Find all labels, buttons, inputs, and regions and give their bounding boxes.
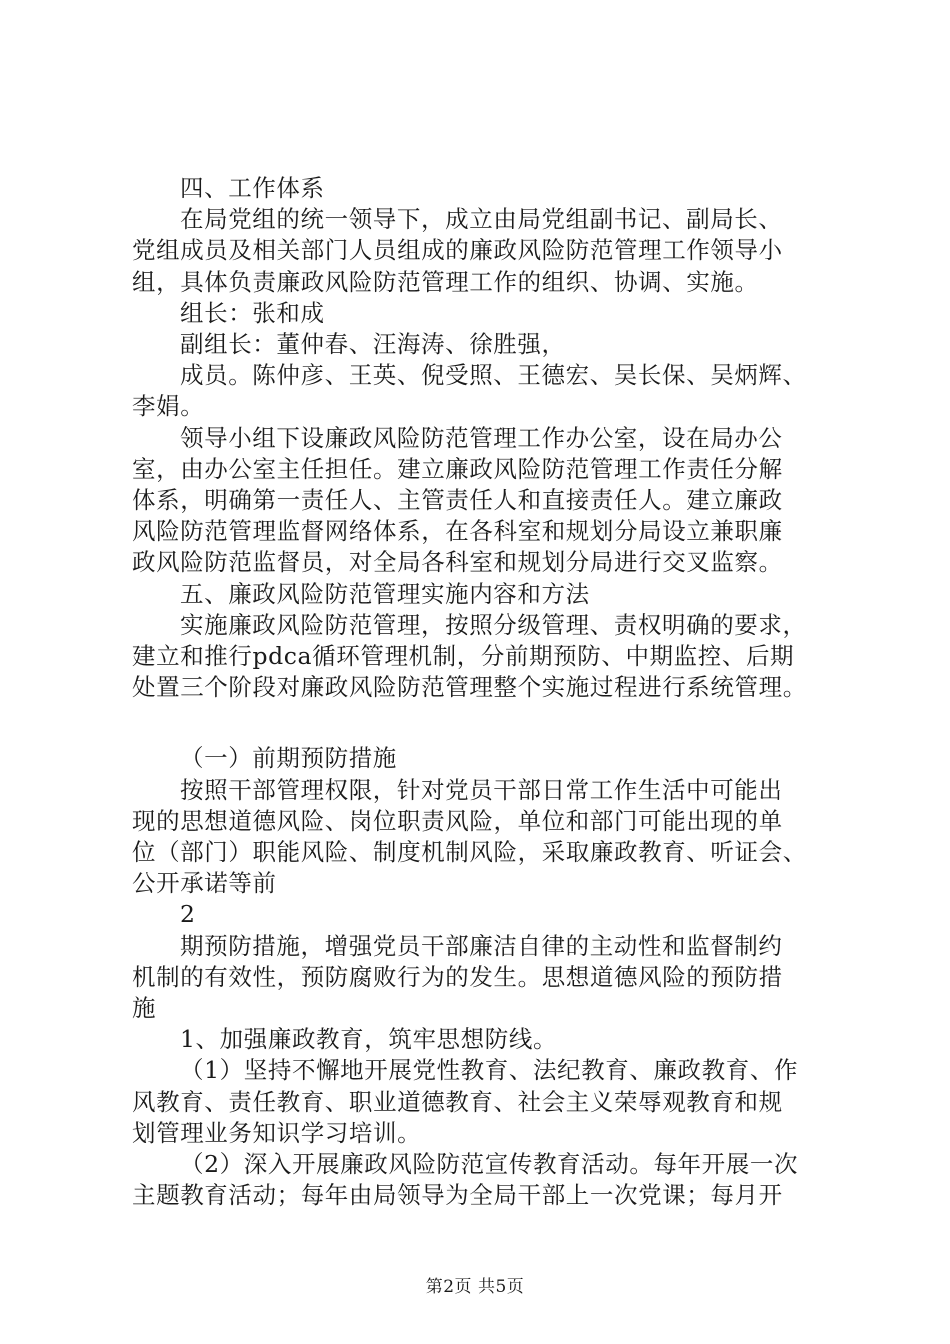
paragraph-line: 建立和推行pdca循环管理机制，分前期预防、中期监控、后期 bbox=[132, 642, 795, 671]
paragraph-line: 政风险防范监督员，对全局各科室和规划分局进行交叉监察。 bbox=[132, 548, 783, 577]
section-heading: 四、工作体系 bbox=[180, 174, 325, 202]
paragraph-line: 在局党组的统一领导下，成立由局党组副书记、副局长、 bbox=[180, 205, 783, 234]
paragraph-line: 主题教育活动；每年由局领导为全局干部上一次党课；每月开 bbox=[132, 1181, 783, 1210]
paragraph-line: （2）深入开展廉政风险防范宣传教育活动。每年开展一次 bbox=[180, 1150, 799, 1179]
paragraph-line: 体系，明确第一责任人、主管责任人和直接责任人。建立廉政 bbox=[132, 486, 783, 515]
paragraph-line: （1）坚持不懈地开展党性教育、法纪教育、廉政教育、作 bbox=[180, 1056, 799, 1085]
paragraph-line: 施 bbox=[132, 994, 157, 1023]
paragraph-line: 现的思想道德风险、岗位职责风险，单位和部门可能出现的单 bbox=[132, 806, 783, 835]
paragraph-line: 成员。陈仲彦、王英、倪受照、王德宏、吴长保、吴炳辉、 bbox=[180, 361, 807, 390]
page-footer: 第2页 共5页 bbox=[425, 1277, 525, 1297]
paragraph-line: 实施廉政风险防范管理，按照分级管理、责权明确的要求， bbox=[180, 610, 807, 639]
paragraph-line: 期预防措施，增强党员干部廉洁自律的主动性和监督制约 bbox=[180, 931, 783, 960]
list-item-heading: 1、加强廉政教育，筑牢思想防线。 bbox=[180, 1025, 558, 1054]
paragraph-line: 按照干部管理权限，针对党员干部日常工作生活中可能出 bbox=[180, 775, 783, 804]
paragraph-line: 李娟。 bbox=[132, 392, 205, 421]
paragraph-line: 组，具体负责廉政风险防范管理工作的组织、协调、实施。 bbox=[132, 267, 759, 296]
paragraph-line: 位（部门）职能风险、制度机制风险，采取廉政教育、听证会、 bbox=[132, 838, 807, 867]
section-heading: 五、廉政风险防范管理实施内容和方法 bbox=[180, 579, 590, 608]
document-body bbox=[132, 173, 832, 1212]
paragraph-line: 党组成员及相关部门人员组成的廉政风险防范管理工作领导小 bbox=[132, 236, 783, 265]
subsection-heading: （一）前期预防措施 bbox=[180, 744, 397, 773]
paragraph-line: 风教育、责任教育、职业道德教育、社会主义荣辱观教育和规 bbox=[132, 1087, 783, 1116]
paragraph-line: 组长：张和成 bbox=[180, 298, 325, 327]
paragraph-line: 公开承诺等前 bbox=[132, 869, 277, 898]
paragraph-line: 划管理业务知识学习培训。 bbox=[132, 1118, 422, 1147]
blank-line bbox=[132, 703, 832, 743]
paragraph-line: 处置三个阶段对廉政风险防范管理整个实施过程进行系统管理。 bbox=[132, 673, 807, 702]
paragraph-line: 副组长：董仲春、汪海涛、徐胜强， bbox=[180, 330, 566, 359]
page-number-inline: 2 bbox=[180, 900, 196, 929]
paragraph-line: 机制的有效性，预防腐败行为的发生。思想道德风险的预防措 bbox=[132, 962, 783, 991]
paragraph-line: 领导小组下设廉政风险防范管理工作办公室，设在局办公 bbox=[180, 423, 783, 452]
paragraph-line: 风险防范管理监督网络体系，在各科室和规划分局设立兼职廉 bbox=[132, 517, 783, 546]
paragraph-line: 室，由办公室主任担任。建立廉政风险防范管理工作责任分解 bbox=[132, 454, 783, 483]
